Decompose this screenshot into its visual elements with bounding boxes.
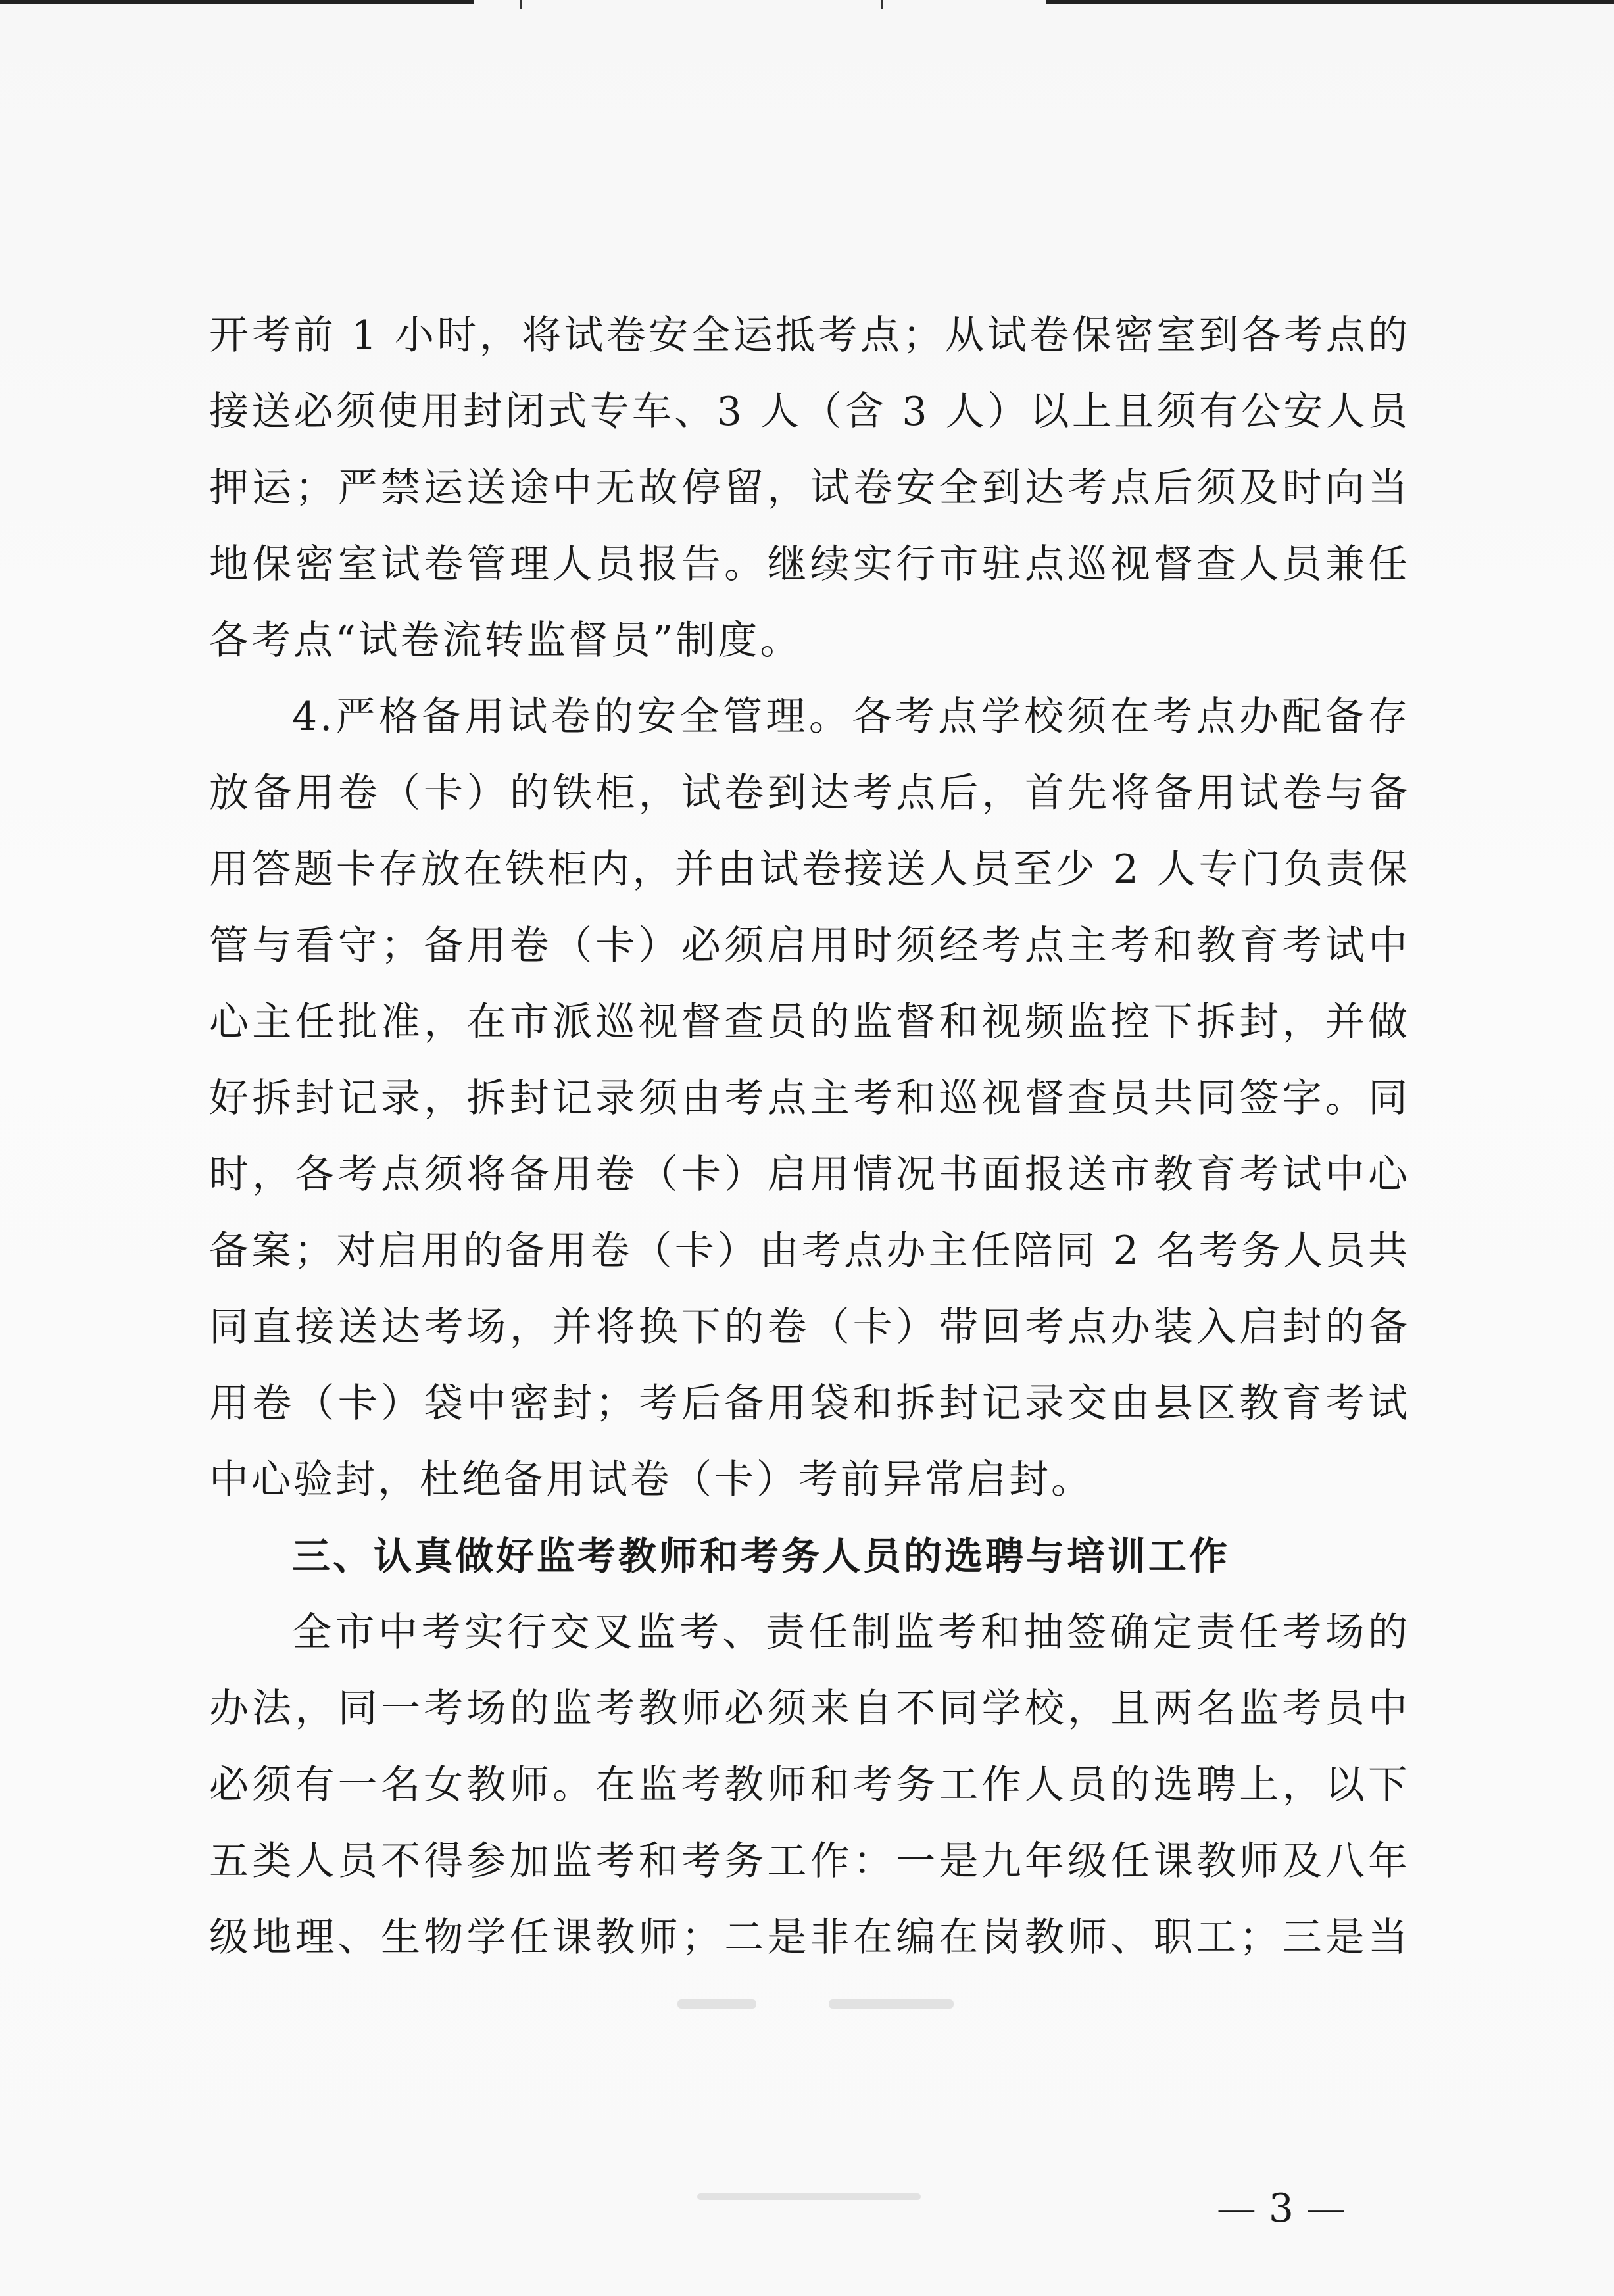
text-line: 时，各考点须将备用卷（卡）启用情况书面报送市教育考试中心	[209, 1152, 1410, 1198]
text-line: 用答题卡存放在铁柜内，并由试卷接送人员至少 2 人专门负责保	[209, 846, 1410, 892]
text-line: 级地理、生物学任课教师；二是非在编在岗教师、职工；三是当	[209, 1915, 1410, 1961]
text-line: 同直接送达考场，并将换下的卷（卡）带回考点办装入启封的备	[209, 1304, 1410, 1350]
scan-edge-left	[0, 0, 474, 4]
text-line: 备案；对启用的备用卷（卡）由考点办主任陪同 2 名考务人员共	[209, 1228, 1410, 1274]
section-heading: 三、认真做好监考教师和考务人员的选聘与培训工作	[292, 1534, 1231, 1578]
scan-tick	[881, 0, 883, 9]
text-line: 各考点“试卷流转监督员”制度。	[209, 618, 802, 664]
body-text	[209, 297, 1410, 1976]
text-line: 五类人员不得参加监考和考务工作：一是九年级任课教师及八年	[209, 1838, 1410, 1884]
text-line: 4.严格备用试卷的安全管理。各考点学校须在考点办配备存	[292, 694, 1410, 740]
text-line: 押运；严禁运送途中无故停留，试卷安全到达考点后须及时向当	[209, 465, 1410, 511]
page-number: — 3 —	[1216, 2186, 1346, 2232]
text-line: 全市中考实行交叉监考、责任制监考和抽签确定责任考场的	[292, 1609, 1410, 1655]
text-line: 办法，同一考场的监考教师必须来自不同学校，且两名监考员中	[209, 1686, 1410, 1732]
scan-smudge	[697, 2193, 921, 2200]
text-line: 开考前 1 小时，将试卷安全运抵考点；从试卷保密室到各考点的	[209, 312, 1410, 358]
text-line: 放备用卷（卡）的铁柜，试卷到达考点后，首先将备用试卷与备	[209, 770, 1410, 816]
text-line: 好拆封记录，拆封记录须由考点主考和巡视督查员共同签字。同	[209, 1075, 1410, 1121]
text-line: 接送必须使用封闭式专车、3 人（含 3 人）以上且须有公安人员	[209, 389, 1410, 435]
text-line: 管与看守；备用卷（卡）必须启用时须经考点主考和教育考试中	[209, 923, 1410, 969]
scan-tick	[520, 0, 522, 9]
scan-smudge	[677, 1999, 756, 2009]
text-line: 必须有一名女教师。在监考教师和考务工作人员的选聘上，以下	[209, 1762, 1410, 1808]
text-line: 地保密室试卷管理人员报告。继续实行市驻点巡视督查人员兼任	[209, 541, 1410, 587]
scan-edge-right	[1046, 0, 1614, 4]
text-line: 中心验封，杜绝备用试卷（卡）考前异常启封。	[209, 1457, 1093, 1503]
text-line: 用卷（卡）袋中密封；考后备用袋和拆封记录交由县区教育考试	[209, 1380, 1410, 1427]
scan-smudge	[829, 1999, 954, 2009]
text-line: 心主任批准，在市派巡视督查员的监督和视频监控下拆封，并做	[209, 999, 1410, 1045]
